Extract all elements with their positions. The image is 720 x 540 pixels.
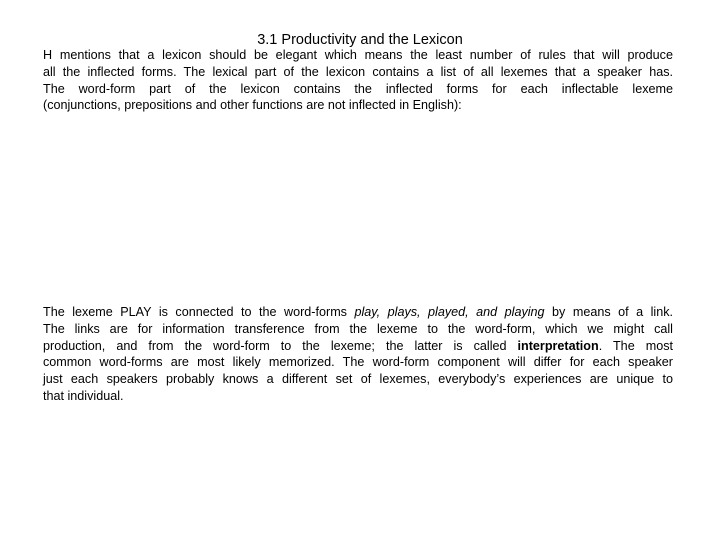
paragraph-line: all the inflected forms. The lexical part of the lexicon contains a list of all lexemes that a speaker has.	[43, 64, 673, 79]
line-text: The lexeme PLAY is connected to the word-forms	[43, 305, 355, 319]
paragraph-line: The links are for information transference from the lexeme to the word-form, which we might call	[43, 321, 673, 336]
paragraph-lexicon-intro	[43, 47, 673, 114]
line-text: production, and from the word-form to the lexeme; the latter is called	[43, 338, 518, 353]
word-forms-italic: play, plays, played, and playing	[354, 305, 545, 319]
paragraph-line: common word-forms are most likely memorized. The word-form component will differ for each speaker	[43, 355, 673, 370]
paragraph-line: that individual.	[43, 388, 124, 403]
paragraph-line	[43, 304, 673, 321]
paragraph-line: The word-form part of the lexicon contains the inflected forms for each inflectable lexeme	[43, 81, 673, 96]
line-text: by means of a link.	[544, 305, 674, 319]
paragraph-lexeme-play	[43, 304, 673, 405]
paragraph-line	[43, 338, 673, 355]
paragraph-line: H mentions that a lexicon should be elegant which means the least number of rules that will produce	[43, 48, 673, 62]
blank-diagram-area	[43, 130, 673, 295]
paragraph-line: just each speakers probably knows a different set of lexemes, everybody’s experiences are unique to	[43, 372, 673, 387]
interpretation-term-bold: interpretation	[517, 338, 599, 353]
line-text: . The most	[598, 338, 674, 353]
paragraph-line: (conjunctions, prepositions and other functions are not inflected in English):	[43, 98, 462, 113]
section-title: 3.1 Productivity and the Lexicon	[257, 32, 463, 48]
